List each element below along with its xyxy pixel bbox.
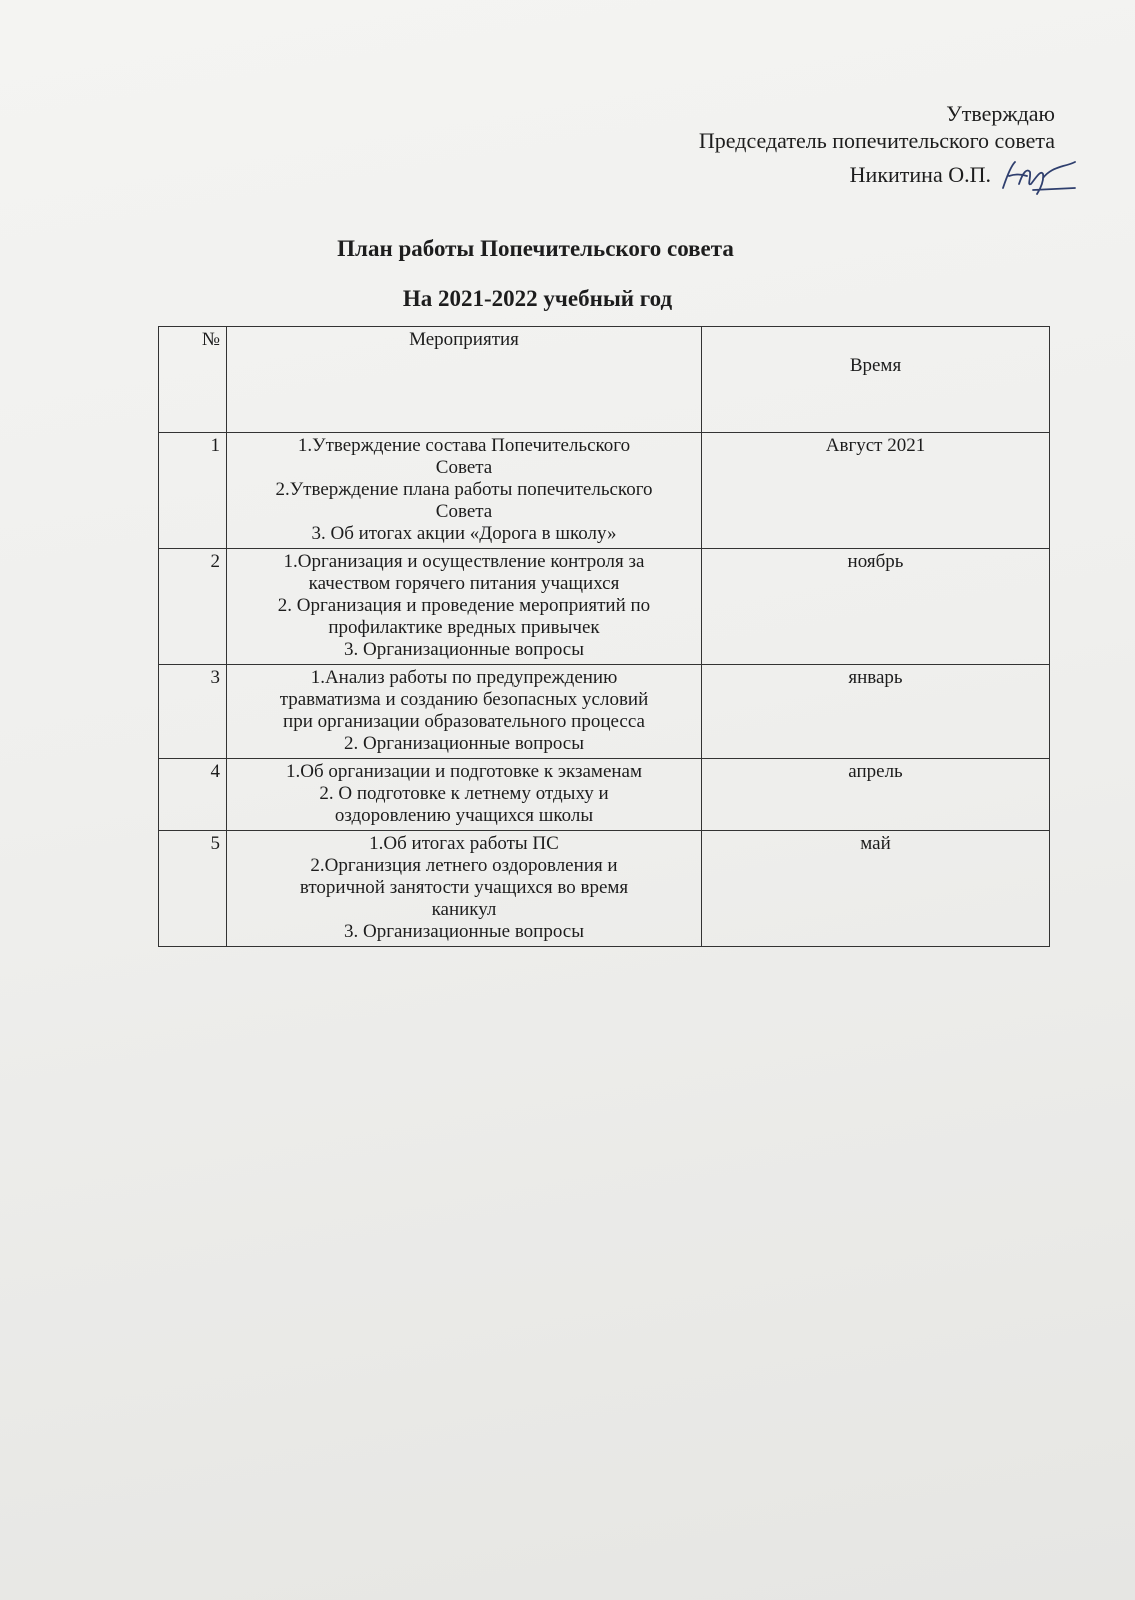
row-time: Август 2021 [702,433,1050,549]
row-num: 1 [159,433,227,549]
approval-signer-line [850,154,1077,188]
header-time: Время [702,327,1050,433]
event-line: 1.Об организации и подготовке к экзаменам [285,761,643,782]
event-line: 3. Организационные вопросы [343,639,585,660]
event-line: Совета [435,457,493,478]
event-line: 2.Утверждение плана работы попечительского [275,479,653,500]
plan-table [158,326,1050,947]
table-header-row [159,327,1050,433]
row-time: май [702,831,1050,947]
event-line: 3. Организационные вопросы [343,921,585,942]
event-line: профилактике вредных привычек [328,617,600,638]
row-time: апрель [702,759,1050,831]
event-line: 2. Организация и проведение мероприятий по [277,595,651,616]
header-events: Мероприятия [227,327,702,433]
document-title: План работы Попечительского совета [337,236,734,261]
approval-position: Председатель попечительского совета [698,128,1055,153]
event-line: каникул [431,899,497,920]
header-num: № [159,327,227,433]
handwritten-signature [997,154,1077,196]
event-line: 3. Об итогах акции «Дорога в школу» [311,523,617,544]
event-line: 1.Организация и осуществление контроля за [283,551,645,572]
event-line: при организации образовательного процесса [283,711,645,732]
event-line: 2. Организационные вопросы [343,733,585,754]
approval-block [535,100,1055,188]
document-subtitle: На 2021-2022 учебный год [402,286,673,311]
event-line: 1.Об итогах работы ПС [369,833,559,854]
row-time: ноябрь [702,549,1050,665]
table-row [159,759,1050,831]
row-num: 4 [159,759,227,831]
table-row [159,549,1050,665]
approval-title: Утверждаю [946,101,1055,126]
table-row [159,831,1050,947]
event-line: 2. О подготовке к летнему отдыху и [319,783,609,804]
event-line: качеством горячего питания учащихся [308,573,620,594]
row-events [227,549,702,665]
event-line: Совета [435,501,493,522]
event-line: 1.Анализ работы по предупреждению [310,667,618,688]
row-events [227,665,702,759]
table-row [159,665,1050,759]
row-events [227,831,702,947]
event-line: травматизма и созданию безопасных условий [279,689,649,710]
row-events [227,433,702,549]
row-num: 2 [159,549,227,665]
event-line: оздоровлению учащихся школы [334,805,594,826]
table-row [159,433,1050,549]
row-num: 5 [159,831,227,947]
row-events [227,759,702,831]
row-time: январь [702,665,1050,759]
row-num: 3 [159,665,227,759]
event-line: 2.Организция летнего оздоровления и [310,855,618,876]
approval-signer-name: Никитина О.П. [849,162,991,187]
event-line: 1.Утверждение состава Попечительского [297,435,631,456]
event-line: вторичной занятости учащихся во время [299,877,629,898]
